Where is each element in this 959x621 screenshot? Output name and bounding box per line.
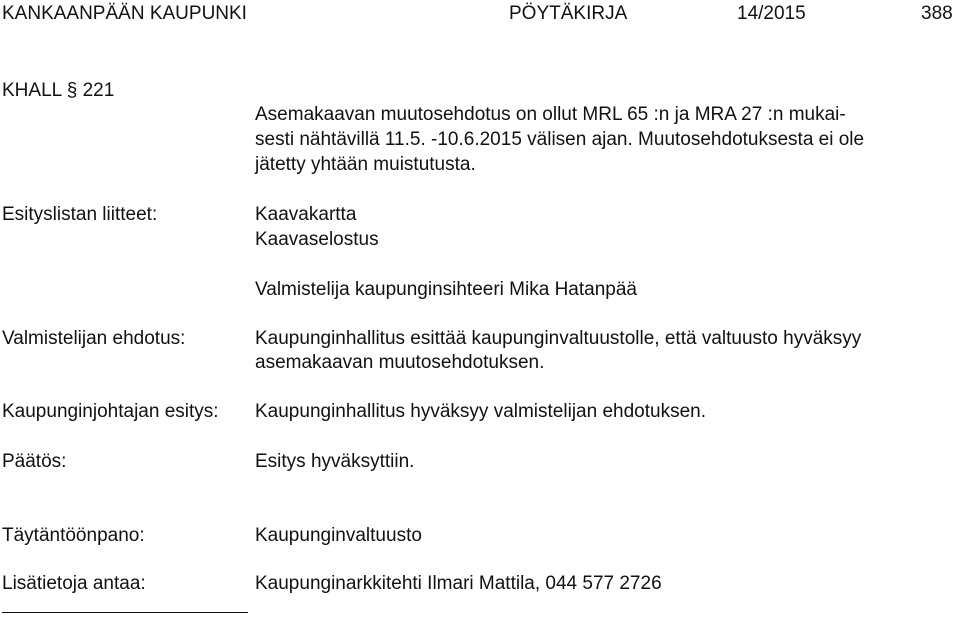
attachment-item: Kaavaselostus xyxy=(255,229,379,250)
mayor-proposal-text: Kaupunginhallitus hyväksyy valmistelijan ehdotuksen. xyxy=(255,401,706,422)
bottom-divider xyxy=(2,612,248,613)
page-number: 388 xyxy=(921,3,953,24)
section-body-line: jätetty yhtään muistutusta. xyxy=(255,154,476,175)
execution-label: Täytäntöönpano: xyxy=(2,525,145,546)
issue-number: 14/2015 xyxy=(737,3,806,24)
document-type: PÖYTÄKIRJA xyxy=(509,3,628,24)
section-reference: KHALL § 221 xyxy=(2,80,115,101)
contact-label: Lisätietoja antaa: xyxy=(2,573,146,594)
attachment-item: Kaavakartta xyxy=(255,204,357,225)
municipality-name: KANKAANPÄÄN KAUPUNKI xyxy=(2,3,247,24)
attachments-label: Esityslistan liitteet: xyxy=(2,204,158,225)
section-body-line: Asemakaavan muutosehdotus on ollut MRL 65 :n ja MRA 27 :n mukai- xyxy=(255,104,846,125)
preparer-line: Valmistelija kaupunginsihteeri Mika Hatanpää xyxy=(255,279,637,300)
decision-label: Päätös: xyxy=(2,451,67,472)
decision-text: Esitys hyväksyttiin. xyxy=(255,451,415,472)
proposal-label: Valmistelijan ehdotus: xyxy=(2,328,186,349)
mayor-proposal-label: Kaupunginjohtajan esitys: xyxy=(2,401,219,422)
contact-text: Kaupunginarkkitehti Ilmari Mattila, 044 577 2726 xyxy=(255,573,662,594)
proposal-text-line: Kaupunginhallitus esittää kaupunginvaltuustolle, että valtuusto hyväksyy xyxy=(255,328,862,349)
section-body-line: sesti nähtävillä 11.5. -10.6.2015 välisen ajan. Muutosehdotuksesta ei ole xyxy=(255,129,865,150)
proposal-text-line: asemakaavan muutosehdotuksen. xyxy=(255,352,545,373)
execution-text: Kaupunginvaltuusto xyxy=(255,525,422,546)
